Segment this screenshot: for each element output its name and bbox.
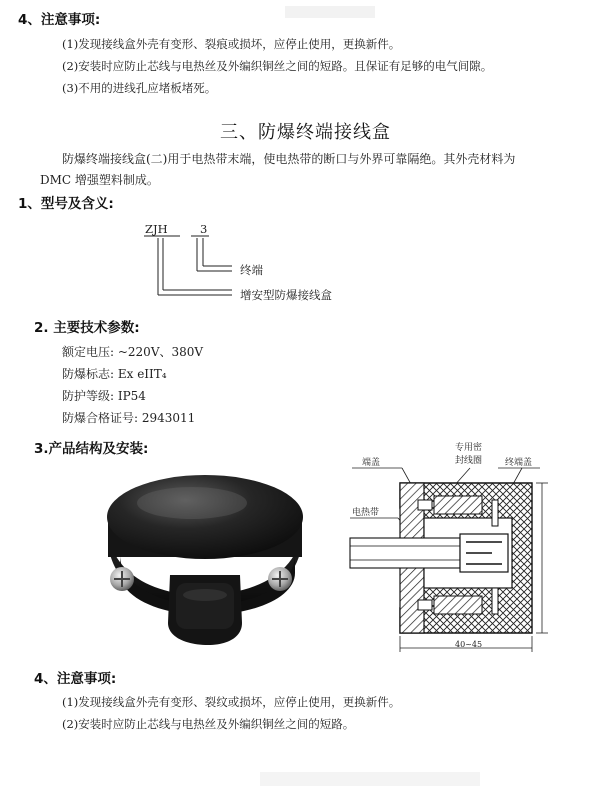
intro-line: DMC 增强塑料制成。 (40, 173, 159, 187)
model-code: ZJH (145, 222, 168, 236)
spec-protection-grade: 防护等级: IP54 (62, 389, 146, 403)
section1-heading: 1、型号及含义: (18, 196, 114, 212)
spec-rated-voltage: 额定电压: ~220V、380V (62, 345, 204, 359)
section4-bottom-heading: 4、注意事项: (34, 671, 117, 687)
section3-heading: 3.产品结构及安装: (34, 441, 149, 457)
spec-explosion-mark: 防爆标志: Ex eIIT₄ (62, 367, 167, 381)
section2-heading: 2. 主要技术参数: (34, 320, 140, 336)
notice-item: (1)发现接线盒外壳有变形、裂纹或损坏，应停止使用，更换新件。 (62, 695, 401, 709)
diagram-dimension-label: 40~45 (455, 640, 483, 649)
notice-item: (2)安装时应防止芯线与电热丝及外编织铜丝之间的短路。且保证有足够的电气间隙。 (62, 59, 493, 73)
notice-item: (3)不用的进线孔应堵板堵死。 (62, 81, 217, 95)
notice-item: (2)安装时应防止芯线与电热丝及外编织铜丝之间的短路。 (62, 717, 355, 731)
section4-top-heading: 4、注意事项: (18, 12, 101, 28)
intro-line: 防爆终端接线盒(二)用于电热带末端，使电热带的断口与外界可靠隔绝。其外壳材料为 (62, 152, 516, 166)
diagram-label-heating-cable: 电热带 (352, 508, 380, 518)
cross-section-diagram (342, 438, 592, 658)
model-meaning-terminal: 终端 (240, 263, 263, 277)
scan-artifact (260, 772, 480, 786)
spec-certificate-number: 防爆合格证号: 2943011 (62, 411, 196, 425)
diagram-label-seal-ring: 封线圈 (455, 456, 483, 466)
model-number: 3 (200, 222, 208, 236)
model-bracket-diagram (0, 0, 600, 320)
product-photo (90, 455, 325, 655)
diagram-label-end-cap: 端盖 (362, 458, 381, 468)
model-meaning-box: 增安型防爆接线盒 (240, 288, 332, 302)
section-title: 三、防爆终端接线盒 (220, 122, 391, 143)
diagram-label-seal-ring: 专用密 (455, 443, 483, 453)
notice-item: (1)发现接线盒外壳有变形、裂痕或损坏，应停止使用，更换新件。 (62, 37, 401, 51)
diagram-label-terminal-cover: 终端盖 (505, 458, 533, 468)
